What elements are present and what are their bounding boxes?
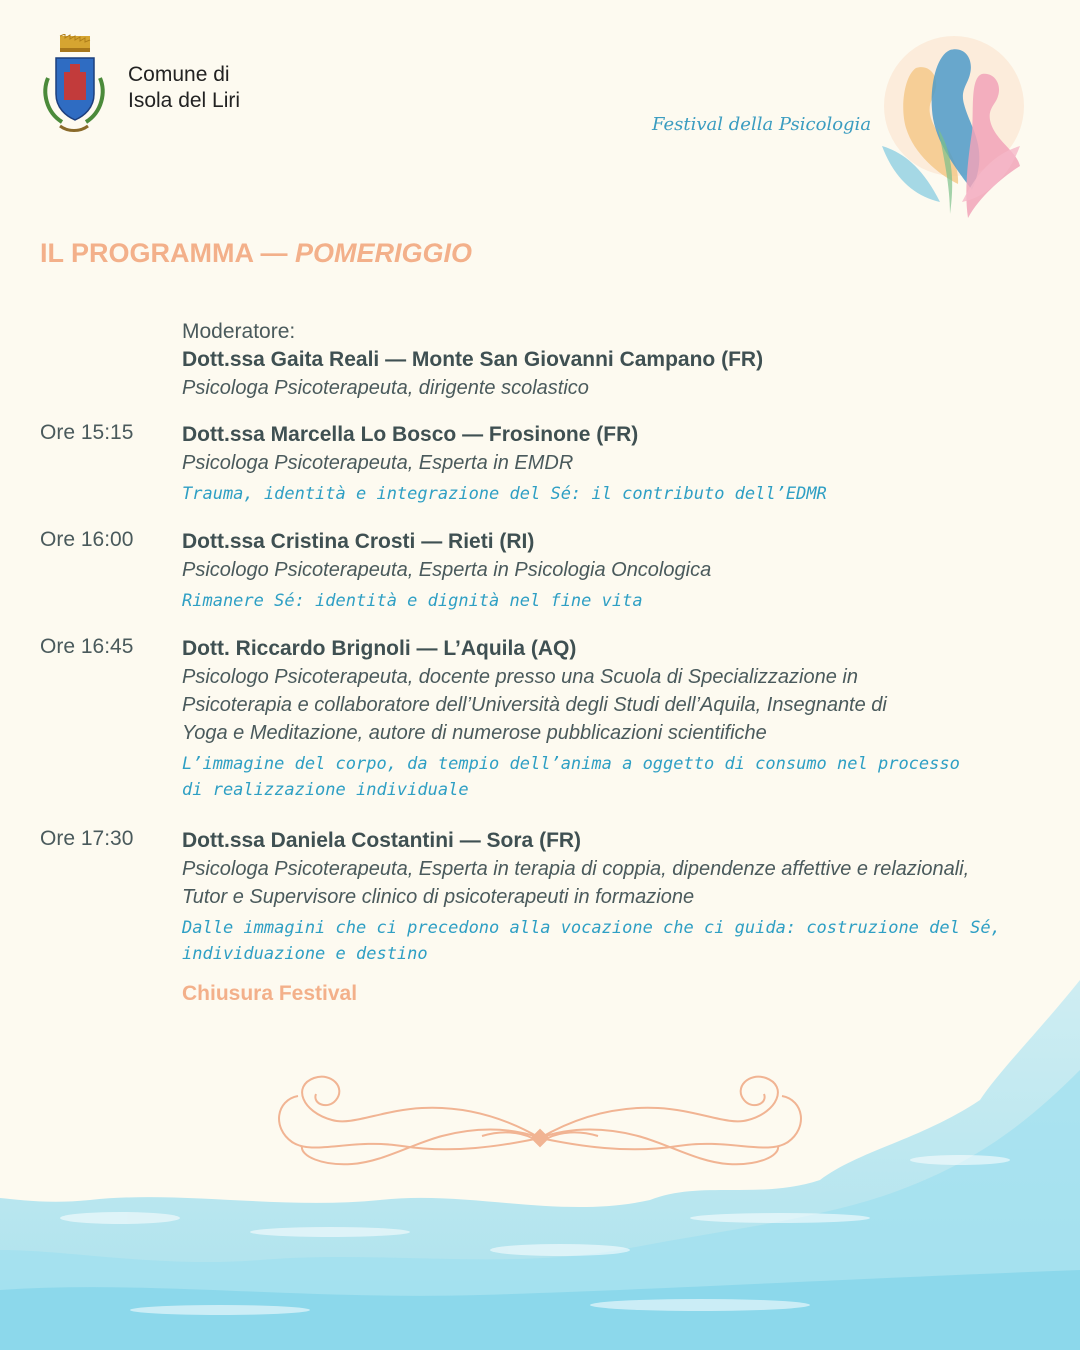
session-role-line: Psicologo Psicoterapeuta, docente presso una Scuola di Specializzazione in <box>182 666 858 688</box>
session-role-line: Psicologo Psicoterapeuta, Esperta in Psicologia Oncologica <box>182 559 712 581</box>
flourish-ornament <box>262 1066 818 1184</box>
session-speaker: Dott.ssa Cristina Crosti — Rieti (RI) <box>182 530 535 553</box>
session-speaker: Dott.ssa Marcella Lo Bosco — Frosinone (FR) <box>182 423 639 446</box>
comune-line2: Isola del Liri <box>128 89 241 112</box>
session-talk-title <box>182 481 1052 507</box>
title-sub: POMERIGGIO <box>295 238 473 268</box>
page-title <box>40 238 472 269</box>
festival-name: Festival della Psicologia <box>652 114 872 135</box>
moderator-role: Psicologa Psicoterapeuta, dirigente scolastico <box>182 377 589 399</box>
session-role-line: Yoga e Meditazione, autore di numerose pubblicazioni scientifiche <box>182 722 767 744</box>
session-talk-title <box>182 751 1052 803</box>
festival-silhouettes-logo <box>878 28 1024 220</box>
session-speaker: Dott.ssa Daniela Costantini — Sora (FR) <box>182 829 582 852</box>
session-talk-title <box>182 915 1052 967</box>
session-role-line: Tutor e Supervisore clinico di psicoterapeuti in formazione <box>182 886 695 908</box>
municipal-crest-icon <box>40 34 108 138</box>
session-time: Ore 16:00 <box>40 528 134 551</box>
talk-line: Trauma, identità e integrazione del Sé: il contributo dell’EDMR <box>182 484 827 504</box>
title-main: IL PROGRAMMA — <box>40 238 288 268</box>
session-speaker: Dott. Riccardo Brignoli — L’Aquila (AQ) <box>182 637 577 660</box>
session-time: Ore 16:45 <box>40 635 134 658</box>
talk-line: individuazione e destino <box>182 944 428 964</box>
session-time: Ore 17:30 <box>40 827 134 850</box>
talk-line: Dalle immagini che ci precedono alla vocazione che ci guida: costruzione del Sé, <box>182 918 1001 938</box>
talk-line: L’immagine del corpo, da tempio dell’anima a oggetto di consumo nel processo <box>182 754 960 774</box>
session-role-line: Psicologa Psicoterapeuta, Esperta in EMDR <box>182 452 574 474</box>
session-role-line: Psicologa Psicoterapeuta, Esperta in terapia di coppia, dipendenze affettive e relazionali, <box>182 858 970 880</box>
moderator-speaker: Dott.ssa Gaita Reali — Monte San Giovanni Campano (FR) <box>182 348 764 371</box>
talk-line: Rimanere Sé: identità e dignità nel fine vita <box>182 591 643 611</box>
moderator-label: Moderatore: <box>182 320 296 343</box>
talk-line: di realizzazione individuale <box>182 780 469 800</box>
closing-label: Chiusura Festival <box>182 982 358 1005</box>
comune-line1: Comune di <box>128 63 230 86</box>
session-talk-title <box>182 588 1052 614</box>
session-role-line: Psicoterapia e collaboratore dell’Università degli Studi dell’Aquila, Insegnante di <box>182 694 887 716</box>
comune-name <box>128 62 240 114</box>
session-time: Ore 15:15 <box>40 421 134 444</box>
